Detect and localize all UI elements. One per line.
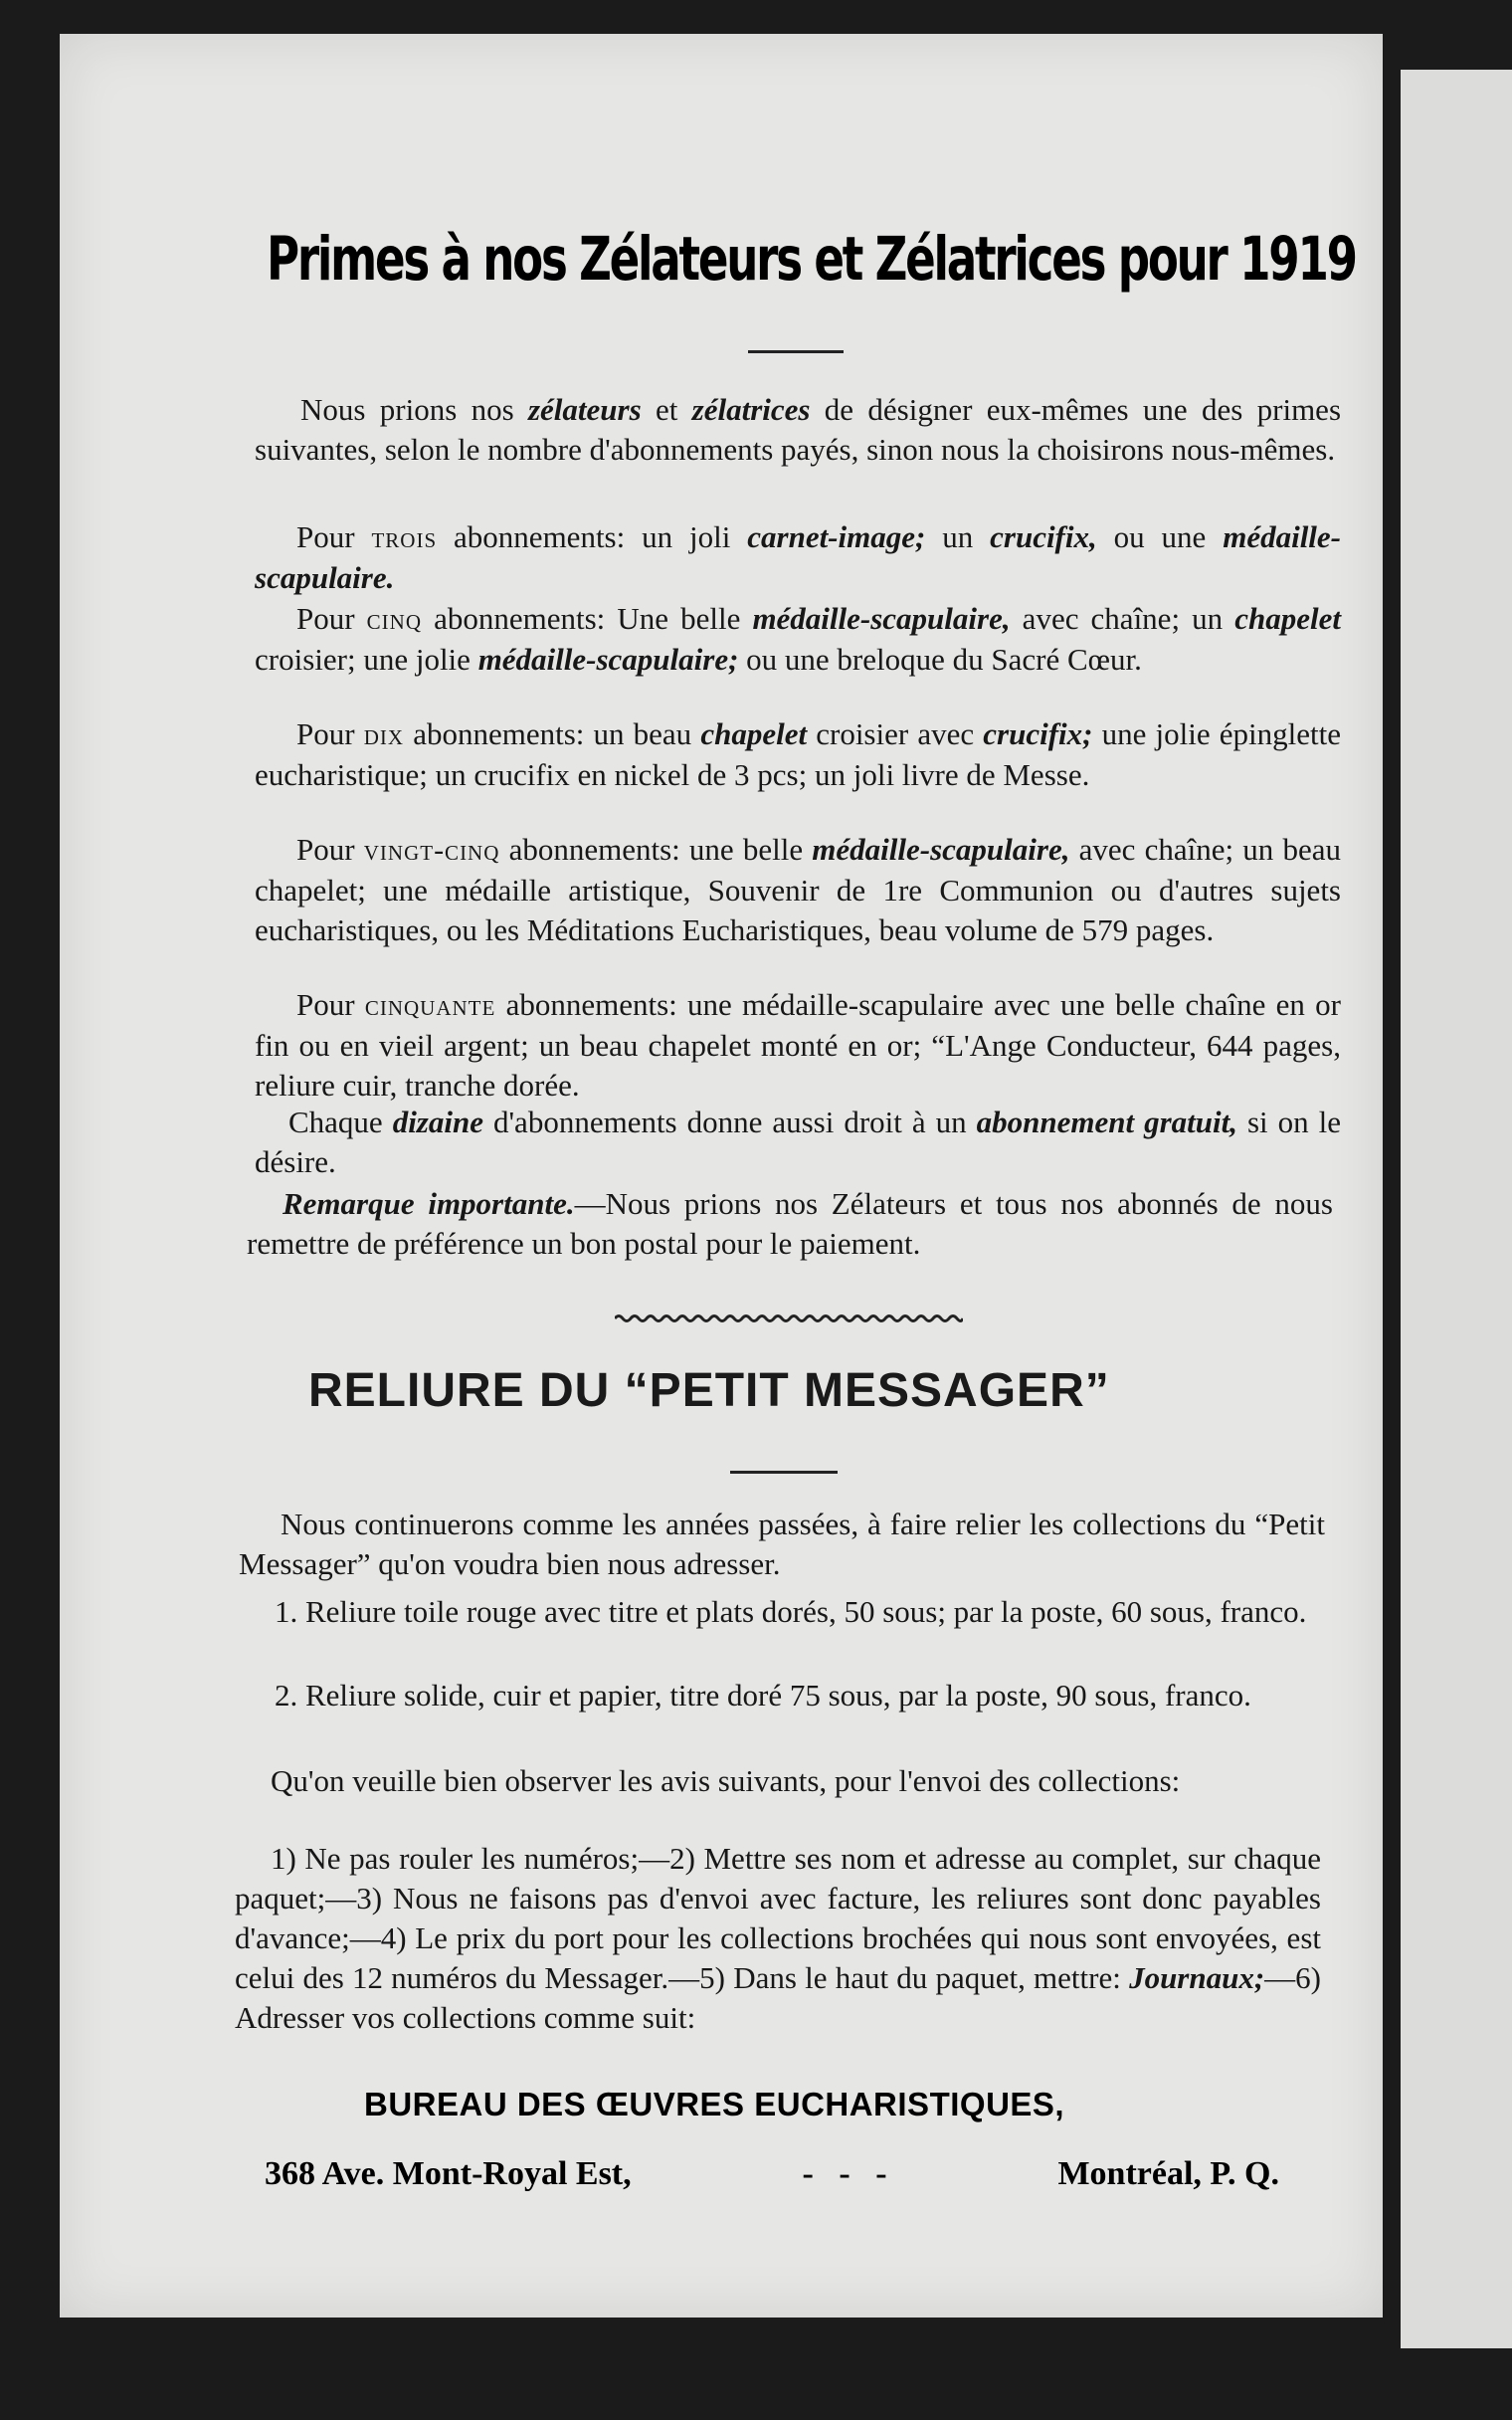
reliure-rule: [730, 1471, 838, 1474]
prime-text: ou une breloque du Sacré Cœur.: [738, 642, 1142, 677]
prime-text: Pour: [296, 716, 364, 751]
prime-text: abonnements: une belle: [499, 832, 813, 867]
bureau-name: BUREAU DES ŒUVRES EUCHARISTIQUES,: [364, 2086, 1065, 2122]
prime-text: Pour: [296, 601, 367, 636]
prime-cinq: [255, 599, 1341, 680]
reliure-item-2: 2. Reliure solide, cuir et papier, titre doré 75 sous, par la poste, 90 sous, franco.: [275, 1678, 1251, 1713]
prime-dix: [255, 714, 1341, 795]
prime-text: Pour: [296, 519, 372, 554]
reliure-intro: Nous continuerons comme les années passées, à faire relier les collections du “Petit Messager” qu'on voudra bien nous adresser.: [239, 1507, 1325, 1581]
prime-count: cinq: [366, 603, 422, 636]
intro-paragraph: [255, 390, 1341, 470]
prime-text: croisier avec: [807, 716, 984, 751]
prime-text: Pour: [296, 987, 365, 1022]
page-title: Primes à nos Zélateurs et Zélatrices pour 1919: [267, 224, 1356, 295]
dizaine-em: dizaine: [392, 1105, 483, 1139]
prime-item: chapelet: [700, 716, 808, 751]
rules-text: —6) Adresser vos collections comme suit:: [235, 1960, 1321, 2035]
prime-cinquante: [255, 985, 1341, 1106]
prime-item: médaille-scapulaire,: [752, 601, 1011, 636]
address-dashes: - - -: [802, 2155, 887, 2192]
prime-text: un: [925, 519, 991, 554]
prime-item: médaille-scapulaire,: [812, 832, 1070, 867]
prime-text: abonnements: un beau: [404, 716, 701, 751]
rules-text: 1) Ne pas rouler les numéros;—2) Mettre ses nom et adresse au complet, sur chaque paquet;—3) Nous ne faisons pas d'envoi avec facture, les reliures sont donc payables d'avance;—4) Le prix du port pour les collections brochées qui nous sont envoyées, est celui des 12 numéros du Messager.—5) Dans le haut du paquet, mettre:: [235, 1841, 1321, 1995]
prime-text: Pour: [296, 832, 364, 867]
prime-item: médaille-scapulaire;: [477, 642, 739, 677]
prime-count: vingt-cinq: [363, 834, 500, 867]
prime-item: crucifix,: [990, 519, 1097, 554]
prime-text: ou une: [1096, 519, 1224, 554]
dizaine-text: Chaque: [288, 1105, 393, 1139]
address-street: 368 Ave. Mont-Royal Est,: [265, 2155, 632, 2192]
dizaine-paragraph: [255, 1103, 1341, 1182]
prime-trois: [255, 517, 1341, 598]
address-line: [265, 2155, 1279, 2193]
prime-text: une jolie épinglette eucharistique; un crucifix en nickel de 3 pcs; un joli livre de Messe.: [255, 716, 1341, 792]
reliure-heading: RELIURE DU “PETIT MESSAGER”: [308, 1364, 1110, 1417]
prime-count: trois: [371, 521, 438, 554]
reliure-item-1: 1. Reliure toile rouge avec titre et plats dorés, 50 sous; par la poste, 60 sous, franco.: [275, 1594, 1307, 1629]
prime-text: avec chaîne; un beau chapelet; une médaille artistique, Souvenir de 1re Communion ou d'autres sujets eucharistiques, ou les Méditations Eucharistiques, beau volume de 579 pages.: [255, 832, 1341, 947]
prime-count: dix: [363, 718, 405, 751]
wavy-divider: [615, 1311, 963, 1325]
address-city: Montréal, P. Q.: [1057, 2155, 1279, 2192]
dizaine-em: abonnement gratuit,: [976, 1105, 1237, 1139]
prime-item: chapelet: [1234, 601, 1341, 636]
intro-em: zélateurs: [527, 392, 642, 427]
prime-text: abonnements: Une belle: [422, 601, 753, 636]
intro-text: de désigner eux-mêmes une des primes suivantes, selon le nombre d'abonnements payés, sinon nous la choisirons nous-mêmes.: [255, 392, 1342, 467]
remarque-paragraph: [247, 1184, 1333, 1264]
dizaine-text: si on le désire.: [255, 1105, 1341, 1179]
prime-vingt-cinq: [255, 830, 1341, 950]
reliure-avis: Qu'on veuille bien observer les avis suivants, pour l'envoi des collections:: [271, 1763, 1181, 1798]
next-page-edge: [1401, 70, 1512, 2348]
intro-text: Nous prions nos: [300, 392, 528, 427]
dizaine-text: d'abonnements donne aussi droit à un: [482, 1105, 977, 1139]
remarque-em: Remarque importante.: [283, 1186, 575, 1221]
reliure-rules: [235, 1839, 1321, 2038]
prime-text: abonnements: une médaille-scapulaire avec une belle chaîne en or fin ou en vieil argent; un beau chapelet monté en or; “L'Ange Conducteur, 644 pages, reliure cuir, tranche dorée.: [255, 987, 1341, 1103]
prime-count: cinquante: [364, 989, 496, 1022]
prime-text: croisier; une jolie: [255, 642, 478, 677]
intro-text: et: [641, 392, 692, 427]
remarque-text: —Nous prions nos Zélateurs et tous nos abonnés de nous remettre de préférence un bon postal pour le paiement.: [247, 1186, 1333, 1261]
prime-item: crucifix;: [983, 716, 1093, 751]
prime-item: médaille-scapulaire.: [255, 519, 1341, 595]
prime-item: carnet-image;: [747, 519, 926, 554]
intro-em: zélatrices: [691, 392, 811, 427]
title-rule: [748, 350, 844, 353]
rules-em: Journaux;: [1129, 1960, 1265, 1995]
prime-text: avec chaîne; un: [1010, 601, 1235, 636]
prime-text: abonnements: un joli: [437, 519, 748, 554]
